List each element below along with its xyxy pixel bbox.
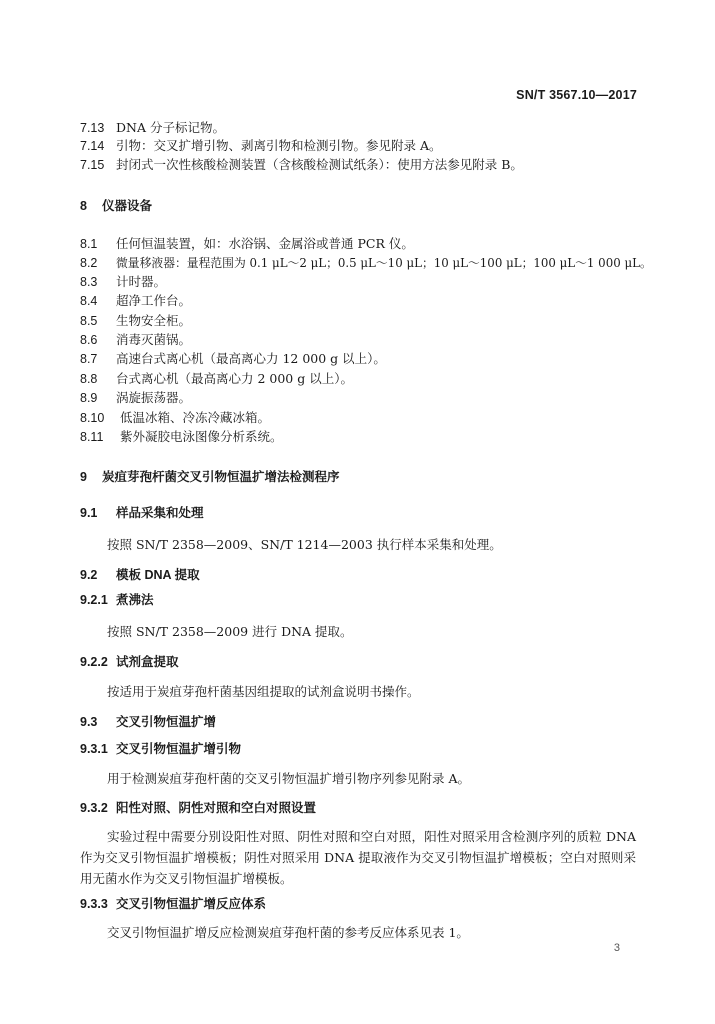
section-number: 9.3.2 [80,801,108,815]
list-item-8-5 [80,312,191,330]
list-item-8-8 [80,370,353,388]
item-number: 8.7 [80,352,98,366]
item-number: 8.1 [80,237,98,251]
section-number: 9.1 [80,506,98,520]
subsection-heading-9-3 [80,713,216,731]
section-title: 试剂盒提取 [116,655,179,669]
item-text: 计时器。 [116,274,167,289]
item-number: 8.8 [80,372,98,386]
section-title: 交叉引物恒温扩增反应体系 [116,897,267,911]
subsection-heading-9-1 [80,504,204,522]
section-title: 样品采集和处理 [116,506,204,520]
item-text: 超净工作台。 [116,293,192,308]
section-title: 仪器设备 [102,199,153,213]
list-item-7-15 [80,156,523,174]
item-number: 8.9 [80,391,98,405]
list-item-8-10 [80,409,270,427]
item-number: 8.3 [80,275,98,289]
list-item-8-3 [80,273,166,291]
page-number: 3 [613,942,620,954]
list-item-8-9 [80,389,191,407]
item-text: 台式离心机（最高离心力 2 000 g 以上）。 [116,371,353,386]
list-item-8-2 [80,254,652,272]
item-number: 8.10 [80,411,105,425]
section-title: 煮沸法 [116,593,154,607]
section-title: 阳性对照、阴性对照和空白对照设置 [116,801,317,815]
section-number: 9.2 [80,568,98,582]
list-item-7-13 [80,119,225,137]
list-item-8-11 [80,428,283,446]
subsection-heading-9-2 [80,566,200,584]
list-item-8-1 [80,235,414,253]
section-number: 8 [80,199,87,213]
item-number: 8.6 [80,333,98,347]
item-number: 8.4 [80,294,98,308]
section-title: 炭疽芽孢杆菌交叉引物恒温扩增法检测程序 [102,470,340,484]
item-text: 涡旋振荡器。 [116,390,192,405]
item-number: 7.13 [80,121,105,135]
item-text: 封闭式一次性核酸检测装置（含核酸检测试纸条）：使用方法参见附录 B。 [116,157,523,172]
item-text: 低温冰箱、冷冻冷藏冰箱。 [120,410,271,425]
paragraph-9-3-2: 实验过程中需要分别设阳性对照、阴性对照和空白对照，阳性对照采用含检测序列的质粒 DNA 作为交叉引物恒温扩增模板；阴性对照采用 DNA 提取液作为交叉引物恒温扩增模板；空白对照则采用无菌水作为交叉引物恒温扩增模板。 [80,829,636,886]
item-number: 8.11 [80,430,104,444]
section-number: 9.2.2 [80,655,108,669]
list-item-8-4 [80,292,191,310]
paragraph-9-2-2: 按适用于炭疽芽孢杆菌基因组提取的试剂盒说明书操作。 [107,684,420,699]
section-number: 9.3 [80,715,98,729]
item-text: 引物：交叉扩增引物、剥离引物和检测引物。参见附录 A。 [116,138,442,153]
item-number: 8.2 [80,256,98,270]
section-title: 交叉引物恒温扩增引物 [116,742,242,756]
list-item-8-6 [80,331,191,349]
item-text: 消毒灭菌锅。 [116,332,192,347]
item-text: 微量移液器：量程范围为 0.1 μL～2 μL；0.5 μL～10 μL；10 μL～100 μL；100 μL～1 000 μL。 [116,256,652,270]
item-text: 生物安全柜。 [116,313,192,328]
section-number: 9.3.1 [80,742,108,756]
subsection-heading-9-3-1 [80,740,241,758]
item-text: DNA 分子标记物。 [116,120,225,135]
section-number: 9 [80,470,87,484]
item-text: 任何恒温装置，如：水浴锅、金属浴或普通 PCR 仪。 [116,236,414,251]
section-number: 9.2.1 [80,593,108,607]
section-number: 9.3.3 [80,897,108,911]
list-item-7-14 [80,137,442,155]
paragraph-9-3-1: 用于检测炭疽芽孢杆菌的交叉引物恒温扩增引物序列参见附录 A。 [107,771,471,786]
paragraph-9-1: 按照 SN/T 2358—2009、SN/T 1214—2003 执行样本采集和处理。 [107,537,502,552]
subsection-heading-9-2-2 [80,653,179,671]
standard-code: SN/T 3567.10—2017 [516,88,637,102]
item-text: 高速台式离心机（最高离心力 12 000 g 以上）。 [116,351,386,366]
subsection-heading-9-2-1 [80,591,154,609]
item-number: 8.5 [80,314,98,328]
section-title: 交叉引物恒温扩增 [116,715,217,729]
paragraph-9-3-3: 交叉引物恒温扩增反应检测炭疽芽孢杆菌的参考反应体系见表 1。 [107,925,469,940]
section-title: 模板 DNA 提取 [116,568,200,582]
item-number: 7.14 [80,139,105,153]
item-text: 紫外凝胶电泳图像分析系统。 [120,429,283,444]
subsection-heading-9-3-2 [80,799,316,817]
item-number: 7.15 [80,158,105,172]
list-item-8-7 [80,350,386,368]
paragraph-9-2-1: 按照 SN/T 2358—2009 进行 DNA 提取。 [107,624,353,639]
subsection-heading-9-3-3 [80,895,266,913]
section-heading-8 [80,197,152,215]
section-heading-9 [80,468,340,486]
